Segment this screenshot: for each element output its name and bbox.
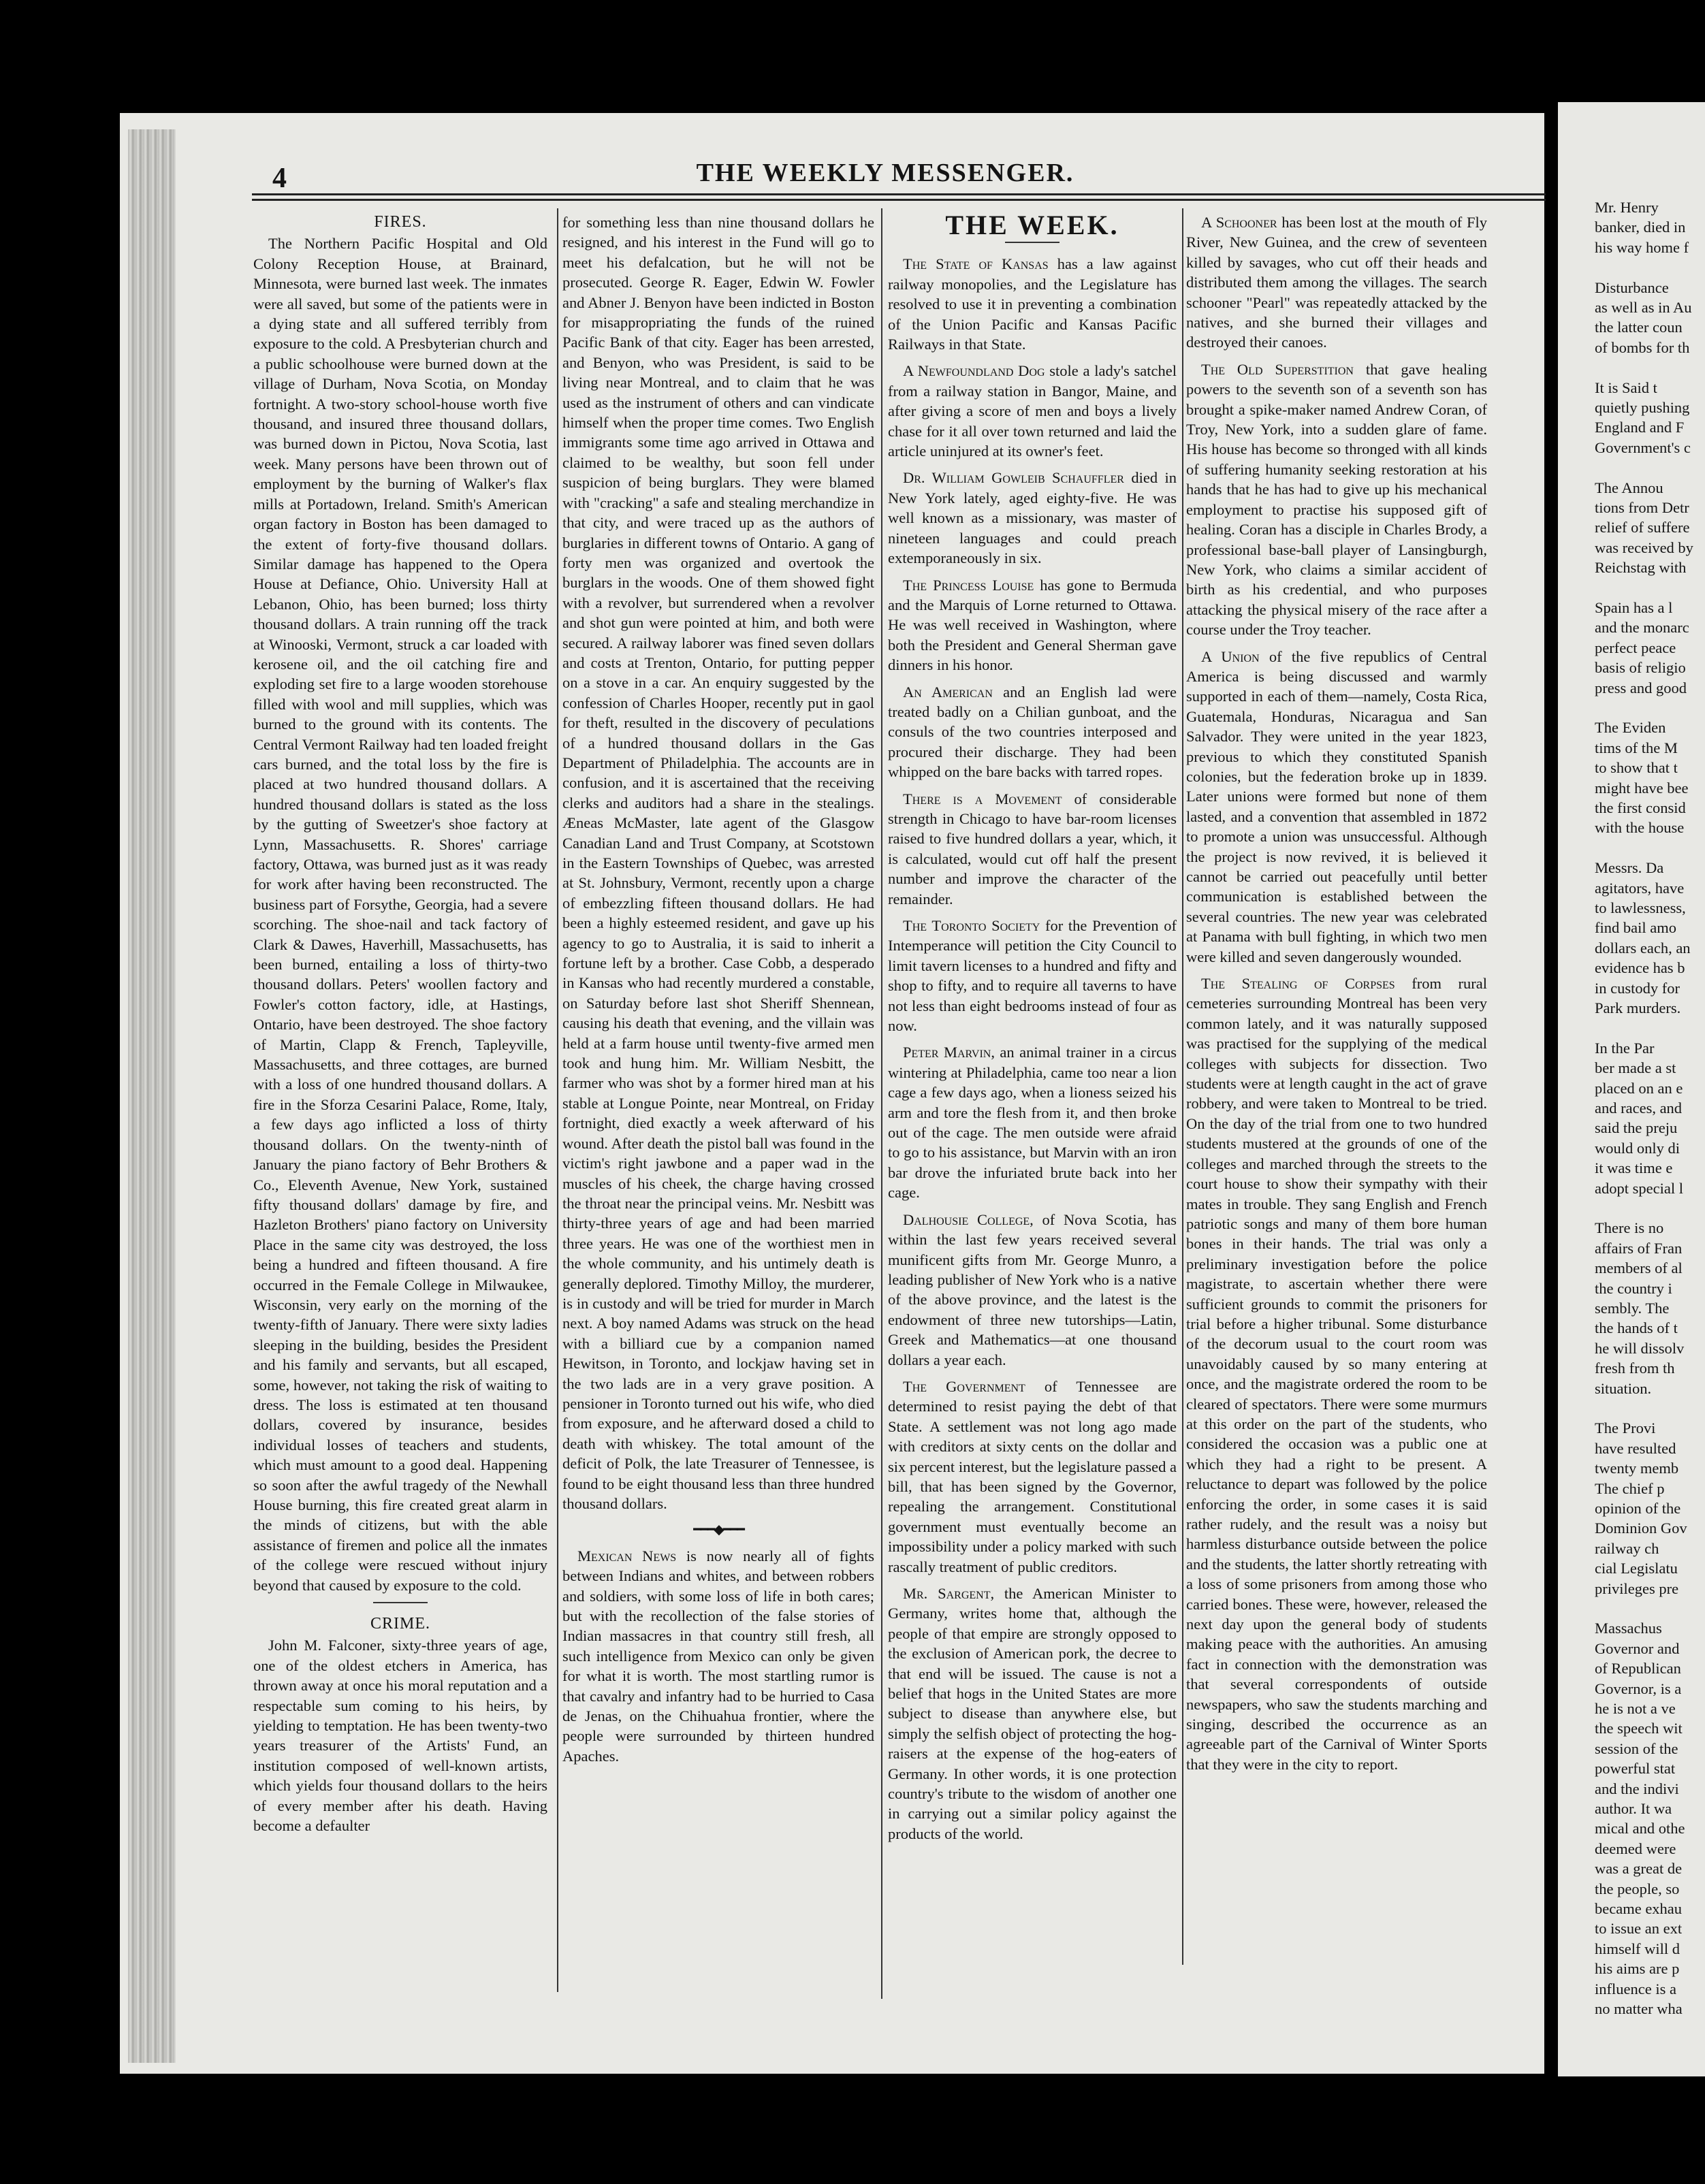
news-item-lead: Dr. William Gowleib Schauffler bbox=[903, 469, 1124, 487]
adjacent-page-line: the people, so bbox=[1595, 1880, 1680, 1897]
news-item bbox=[1186, 359, 1487, 640]
adjacent-page-line: was received by bbox=[1595, 539, 1693, 556]
adjacent-page-line: situation. bbox=[1595, 1379, 1652, 1397]
adjacent-page-line: Spain has a l bbox=[1595, 599, 1673, 616]
adjacent-page-line: the country i bbox=[1595, 1279, 1672, 1297]
news-item-text: has been lost at the mouth of Fly River, New Guinea, and the crew of seventeen killed by savages, who cut off their heads and distributed them among the villages. The search schooner "Pearl" was repeatedly attacked by the natives, and she burned their villages and destroyed their canoes. bbox=[1186, 214, 1487, 351]
adjacent-page-line: session of the bbox=[1595, 1739, 1678, 1757]
adjacent-page-line: and the indivi bbox=[1595, 1780, 1679, 1797]
news-item-lead: A Schooner bbox=[1201, 214, 1277, 231]
mexican-news-text: is now nearly all of fights between Indians and whites, and between robbers and soldiers, with some loss of life in both cares; but with the recollection of the false stories of Indian massacres in that country still fresh, all such intelligence from Mexico can only be given for what it is worth. The most startling rumor is that cavalry and infantry had to be hurried to Casa de Jenas, on the Chihuahua frontier, where the people were surrounded by thirteen hundred Apaches. bbox=[562, 1547, 874, 1765]
adjacent-page-line: placed on an e bbox=[1595, 1079, 1683, 1097]
news-item bbox=[1186, 647, 1487, 967]
adjacent-page-line: affairs of Fran bbox=[1595, 1239, 1683, 1257]
adjacent-page-line: sembly. The bbox=[1595, 1300, 1670, 1317]
news-item-text: died in New York lately, aged eighty-five. He was well known as a missionary, was master of nineteen languages and could preach extemporaneously in six. bbox=[888, 469, 1177, 567]
news-item-lead: Mr. Sargent bbox=[903, 1585, 991, 1602]
adjacent-page-line: might have bee bbox=[1595, 779, 1689, 797]
adjacent-page-line: There is no bbox=[1595, 1219, 1664, 1237]
news-item-lead: The Princess Louise bbox=[903, 576, 1034, 594]
adjacent-page-line: Reichstag with bbox=[1595, 559, 1687, 577]
news-item-text: of the five republics of Central America is being discussed and warmly supported in each of them—namely, Costa Rica, Guatemala, Honduras, Nicaragua and San Salvador. They were united in the year 1823, previous to which they constituted Spanish colonies, but the federation broke up in 1839. Later unions were formed but none of them lasted, and a convention that assembled in 1872 to promote a union was unsuccessful. Although the project is now revived, it is believed it cannot be carried out peacefully until better communication is established between the several countries. The new year was celebrated at Panama with bull fighting, in which two men were killed and seven dangerously wounded. bbox=[1186, 647, 1488, 965]
adjacent-page-line: Massachus bbox=[1595, 1620, 1662, 1637]
news-item-lead: The Old Superstition bbox=[1201, 360, 1354, 378]
header-rule-top bbox=[252, 193, 1546, 195]
news-item-text: , of Nova Scotia, has within the last few years received several munificent gifts from Mr. George Munro, a leading publisher of New York who is a native of the above province, and the latest is the endowment of three new tutorships—Latin, Greek and Mathematics—at one thousand dollars a year each. bbox=[888, 1210, 1177, 1368]
adjacent-page-line: the speech wit bbox=[1595, 1720, 1683, 1737]
adjacent-page-line: privileges pre bbox=[1595, 1579, 1679, 1597]
adjacent-page-line: press and good bbox=[1595, 679, 1687, 696]
adjacent-page-line: The Annou bbox=[1595, 479, 1663, 496]
adjacent-page-line: opinion of the bbox=[1595, 1500, 1681, 1517]
news-item-text: of considerable strength in Chicago to have bar-room licenses raised to five hundred dollars a year, which, it is calculated, would cut off half the present number and improve the character of the remainder. bbox=[888, 790, 1177, 908]
the-week-heading: THE WEEK. bbox=[945, 210, 1119, 240]
news-item-lead: A Union bbox=[1201, 647, 1260, 665]
news-item-text: from rural cemeteries surrounding Montreal has been very common lately, and it was naturally supposed was practised for the supplying of the medical colleges with subjects for dissection. Two students were at length caught in the act of grave robbery, and were taken to Montreal to be tried. On the day of the trial from one to two hundred students mustered at the grounds of one of the colleges and marched through the streets to the court house to show their sympathy with their mates in trouble. They sang English and French patriotic songs and many of them bore human bones in their hands. The trial was only a preliminary investigation before the police magistrate, to ascertain whether there were sufficient grounds to commit the prisoners for trial before a higher tribunal. Some disturbance of the decorum usual to the court room was unavoidably caused by so many entering at once, and the magistrate ordered the room to be cleared of spectators. There were some murmurs at this order on the part of the students, who considered the occasion was a public one at which they had a right to be present. A reluctance to depart was followed by the police enforcing the order, in some cases it is said rather rudely, and the result was a noisy but harmless disturbance outside between the police and the students, the latter shortly retreating with a loss of some prisoners from among those who carried bones. These were, however, released the next day upon the general body of students making peace with the authorities. An amusing fact in connection with the demonstration was that several correspondents of outside newspapers, who saw the students marching and singing, described the occurrence as an agreeable part of the Carnival of Winter Sports that they were in the city to report. bbox=[1186, 975, 1487, 1773]
news-item-lead: The Toronto Society bbox=[903, 917, 1040, 934]
news-item-lead: Peter Marvin bbox=[903, 1044, 991, 1061]
book-page-edges bbox=[128, 129, 176, 2063]
adjacent-page-line: influence is a bbox=[1595, 1980, 1676, 1997]
news-item bbox=[888, 361, 1177, 461]
mexican-news-lead: Mexican News bbox=[577, 1547, 677, 1564]
news-item bbox=[888, 468, 1177, 568]
news-item-text: of Tennessee are determined to resist paying the debt of that State. A settlement was not long ago made with creditors at sixty cents on the dollar and six percent interest, but the legislature passed a bill, that has been signed by the Governor, repealing the arrangement. Constitutional government must eventually become an impossibility under a policy marked with such rascally treatment of public creditors. bbox=[888, 1377, 1177, 1575]
adjacent-page-line: his way home f bbox=[1595, 238, 1689, 256]
news-item-lead: An American bbox=[903, 683, 993, 701]
adjacent-page-line: he will dissolv bbox=[1595, 1339, 1685, 1357]
page-number: 4 bbox=[272, 163, 287, 194]
masthead-title: THE WEEKLY MESSENGER. bbox=[696, 159, 1074, 187]
adjacent-page-line: to lawlessness, bbox=[1595, 899, 1686, 916]
ornament-divider: ━━━◆━━━ bbox=[693, 1522, 744, 1538]
adjacent-page-line: Governor and bbox=[1595, 1639, 1680, 1657]
news-item-text: for the Prevention of Intemperance will petition the City Council to limit tavern licenses to a hundred and fifty and shop to fifty, and to require all taverns to have not less than eight bedrooms instead of four as now. bbox=[888, 917, 1177, 1035]
adjacent-page-line: find bail amo bbox=[1595, 919, 1676, 937]
column-divider bbox=[1182, 208, 1183, 1965]
column-1 bbox=[253, 212, 547, 1843]
adjacent-page-line: banker, died in bbox=[1595, 219, 1686, 236]
news-item-text: , the American Minister to Germany, writes home that, although the people of that empire are strongly opposed to the exclusion of American pork, the decree to that end will be issued. The cause is not a belief that hogs in the United States are more subject to disease than anywhere else, but simply the selfish object of protecting the hog-raisers at the expense of the hog-eaters of Germany. In other words, it is one protection country's tribute to the wisdom of another one in carrying out a similar policy against the products of the world. bbox=[888, 1585, 1177, 1842]
news-item bbox=[888, 916, 1177, 1035]
adjacent-page-line: fresh from th bbox=[1595, 1360, 1675, 1377]
adjacent-page-line: dollars each, an bbox=[1595, 939, 1691, 957]
adjacent-page-line: of Republican bbox=[1595, 1660, 1681, 1677]
news-item bbox=[888, 254, 1177, 354]
adjacent-page-line: no matter wha bbox=[1595, 2000, 1683, 2017]
column-divider bbox=[881, 208, 882, 1999]
adjacent-page-line: would only di bbox=[1595, 1139, 1680, 1157]
adjacent-page-line: tims of the M bbox=[1595, 739, 1678, 756]
crime-continued: for something less than nine thousand dollars he resigned, and his interest in the Fund will go to meet his defalcation, but he will not be prosecuted. George R. Eager, Edwin W. Fowler and Abner J. Benyon have been indicted in Boston for misappropriating the funds of the ruined Pacific Bank of that city. Eager has been arrested, and Benyon, who was President, is said to be living near Montreal, and to claim that he was used as the instrument of others and can vindicate himself when the proper time comes. Two English immigrants some time ago arrived in Ottawa and claimed to be wealthy, but soon fell under suspicion of being burglars. They were blamed with "cracking" a safe and stealing merchandize in that city, and were traced up as the authors of burglaries in different towns of Ontario. A gang of forty men was organized and overtook the burglars in the woods. One of them showed fight with a revolver, but surrendered when a revolver and shot gun were pointed at him, and both were secured. A railway laborer was fined seven dollars and costs at Trenton, Ontario, for putting pepper on a stove in a car. An enquiry suggested by the confession of Charles Hooper, recently put in gaol for theft, resulted in the discovery of peculations of a hundred thousand dollars in the Gas Department of Philadelphia. The accounts are in confusion, and it is ascertained that the receiving clerks and auditors had a share in the stealings. Æneas McMaster, late agent of the Glasgow Canadian Land and Trust Company, at Scotstown in the Eastern Townships of Quebec, was arrested at St. Johnsbury, Vermont, recently upon a charge of embezzling fifteen thousand dollars. He had been a highly esteemed resident, and gave up his agency to go to Australia, it is said to inherit a fortune left by a brother. Case Cobb, a desperado in Kansas who had recently murdered a constable, on Saturday before last shot Sheriff Shennean, causing his death that evening, and the villain was held at a farm house until twenty-five armed men took and hung him. Mr. William Nesbitt, the farmer who was shot by a former hired man at his stable at Longue Pointe, near Montreal, on Friday fortnight, died exactly a week afterward of his wound. After death the pistol ball was found in the victim's right jawbone and a paper wad in the muscles of his cheek, the charge having crossed the throat near the principal veins. Mr. Nesbitt was thirty-three years of age and had been married three years. He was one of the worthiest men in the whole community, and his untimely death is generally deplored. Timothy Milloy, the murderer, is in custody and will be tried for murder in March next. A boy named Adams was struck on the head with a billiard cue by a companion named Hewitson, in Toronto, and lockjaw having set in the two lads are in a very grave position. A pensioner in Toronto turned out his wife, who died from exposure, and he afterward dosed a child to death with whiskey. The total amount of the deficit of Polk, the late Treasurer of Tennessee, is found to be eight thousand less than three hundred thousand dollars. bbox=[562, 214, 874, 1512]
adjacent-page-line: ber made a st bbox=[1595, 1059, 1676, 1077]
adjacent-page-line: his aims are p bbox=[1595, 1960, 1680, 1978]
news-item bbox=[1186, 974, 1487, 1774]
adjacent-page-line: became exhau bbox=[1595, 1900, 1683, 1917]
news-item bbox=[888, 1210, 1177, 1370]
fires-heading: FIRES. bbox=[374, 213, 427, 231]
adjacent-page-line: powerful stat bbox=[1595, 1760, 1676, 1778]
fires-article: The Northern Pacific Hospital and Old Colony Reception House, at Brainard, Minnesota, were burned last week. The inmates were all saved, but some of the patients were in a dying state and all suffered terribly from exposure to the cold. A Presbyterian church and a public schoolhouse were burned down at the village of Durham, Nova Scotia, on Monday fortnight. A two-story school-house worth five thousand, and insured three thousand dollars, was burned down in Pictou, Nova Scotia, last week. Many persons have been thrown out of employment by the burning of Walker's flax mills at Portadown, Ireland. Smith's American organ factory in Boston has been damaged to the extent of forty-five thousand dollars. Similar damage has happened to the Opera House at Defiance, Ohio. University Hall at Lebanon, Ohio, has been burned; loss thirty thousand dollars. A train running off the track at Winooski, Vermont, struck a car loaded with kerosene oil, and the oil catching fire and exploding set fire to a large wooden storehouse filled with wool and mill supplies, which was burned to the ground with its contents. The Central Vermont Railway had ten loaded freight cars burned, and the total loss by the fire is placed at two hundred thousand dollars. A hundred thousand dollars is stated as the loss by the gutting of Sweetzer's shoe factory at Lynn, Massachusetts. R. Shores' carriage factory, Ottawa, was burned just as it was ready for work after having been reconstructed. The business part of Forsythe, Georgia, had a severe scorching. The shoe-nail and tack factory of Clark & Dawes, Haverhill, Massachusetts, has been burned, entailing a loss of thirty-two thousand dollars. Peters' woollen factory and Fowler's cotton factory, idle, at Hastings, Ontario, have been destroyed. The shoe factory of Martin, Clapp & French, Tapleyville, Massachusetts, and three cottages, are burned with a loss of one hundred thousand dollars. A fire in the Sforza Cesarini Palace, Rome, Italy, a few days ago inflicted a loss of thirty thousand dollars. On the twenty-ninth of January the piano factory of Behr Brothers & Co., Eleventh Avenue, New York, sustained fifty thousand dollars' damage by fire, and Hazleton Brothers' piano factory on University Place in the same city was destroyed, the loss being a hundred and fifteen thousand. A fire occurred in the Female College in Milwaukee, Wisconsin, very early on the morning of the twenty-fifth of January. There were sixty ladies sleeping in the building, besides the President and his family and servants, but all escaped, some, however, not taking the risk of waiting to dress. The loss is estimated at ten thousand dollars, covered by insurance, besides individual losses of teachers and students, which must amount to a good deal. Happening so soon after the awful tragedy of the Newhall House burning, this fire created great alarm in the minds of citizens, but with the able assistance of firemen and police all the inmates of the college were rescued without injury beyond that caused by exposure to the cold. bbox=[253, 235, 547, 1594]
adjacent-page-line: evidence has b bbox=[1595, 959, 1685, 977]
adjacent-page-line: Park murders. bbox=[1595, 999, 1681, 1016]
news-item bbox=[888, 1584, 1177, 1844]
heading-rule bbox=[1005, 242, 1059, 243]
adjacent-page-line: Governor, is a bbox=[1595, 1680, 1682, 1697]
adjacent-page-line: Disturbance bbox=[1595, 278, 1669, 296]
column-divider bbox=[557, 208, 558, 1992]
column-3 bbox=[888, 212, 1177, 1850]
adjacent-page-line: he is not a ve bbox=[1595, 1700, 1676, 1717]
news-item-text: stole a lady's satchel from a railway station in Bangor, Maine, and after giving a score of men and boys a lively chase for it all over town returned and laid the article uninjured at its owner's feet. bbox=[888, 362, 1177, 460]
adjacent-page-line: twenty memb bbox=[1595, 1460, 1679, 1477]
adjacent-page-line: in custody for bbox=[1595, 979, 1680, 997]
adjacent-page-line: and the monarc bbox=[1595, 619, 1689, 637]
adjacent-page-line: the latter coun bbox=[1595, 319, 1683, 336]
adjacent-page-line: to issue an ext bbox=[1595, 1920, 1683, 1938]
news-item-lead: The Stealing of Corpses bbox=[1201, 975, 1395, 993]
adjacent-page-line: relief of suffere bbox=[1595, 519, 1690, 536]
adjacent-page-line: railway ch bbox=[1595, 1539, 1659, 1557]
adjacent-page-line: The Provi bbox=[1595, 1419, 1656, 1437]
adjacent-page-line: Messrs. Da bbox=[1595, 859, 1664, 877]
adjacent-page-line: and races, and bbox=[1595, 1099, 1683, 1117]
adjacent-page-line: tions from Detr bbox=[1595, 499, 1689, 516]
news-item bbox=[888, 575, 1177, 675]
adjacent-page-line: members of al bbox=[1595, 1259, 1683, 1277]
news-item bbox=[888, 1377, 1177, 1577]
adjacent-page-line: was a great de bbox=[1595, 1860, 1683, 1878]
adjacent-page-line: it was time e bbox=[1595, 1159, 1673, 1177]
news-item bbox=[888, 682, 1177, 782]
adjacent-page-line: as well as in Au bbox=[1595, 299, 1692, 316]
adjacent-page-line: author. It wa bbox=[1595, 1800, 1672, 1817]
adjacent-page-line: agitators, have bbox=[1595, 879, 1685, 897]
news-item-lead: The Government bbox=[903, 1377, 1025, 1395]
adjacent-page-line: In the Par bbox=[1595, 1039, 1655, 1057]
adjacent-page-line: Mr. Henry bbox=[1595, 199, 1659, 216]
adjacent-page-line: It is Said t bbox=[1595, 379, 1657, 396]
crime-heading: CRIME. bbox=[370, 1615, 430, 1633]
adjacent-page-line: the first consid bbox=[1595, 799, 1686, 816]
adjacent-page-line: himself will d bbox=[1595, 1940, 1680, 1957]
mexican-news-item bbox=[562, 1546, 874, 1766]
adjacent-page-line: adopt special l bbox=[1595, 1179, 1683, 1197]
adjacent-page-line: said the preju bbox=[1595, 1119, 1678, 1137]
adjacent-page-line: cial Legislatu bbox=[1595, 1560, 1678, 1577]
adjacent-page-line: have resulted bbox=[1595, 1439, 1676, 1457]
adjacent-page-line: of bombs for th bbox=[1595, 338, 1690, 356]
adjacent-page-line: perfect peace bbox=[1595, 639, 1676, 656]
news-item bbox=[888, 789, 1177, 909]
adjacent-page-line: The Eviden bbox=[1595, 719, 1666, 737]
news-item-lead: A Newfoundland Dog bbox=[903, 362, 1045, 380]
column-2 bbox=[562, 212, 874, 1773]
news-item-text: has a law against railway monopolies, and the Legislature has resolved to use it in preventing a combination of the Union Pacific and Kansas Pacific Railways in that State. bbox=[888, 255, 1177, 353]
news-item-text: has gone to Bermuda and the Marquis of Lorne returned to Ottawa. He was well received in Washington, where both the President and General Sherman gave dinners in his honor. bbox=[888, 576, 1177, 674]
adjacent-page-line: the hands of t bbox=[1595, 1319, 1678, 1337]
news-item-text: that gave healing powers to the seventh son of a seventh son has brought a spike-maker named Andrew Coran, of Troy, New York, into a sudden glare of fame. His house has become so thronged with all kinds of suffering humanity seeking restoration at his hands that he has had to give up his mechanical employment to practise his supposed gift of healing. Coran has a disciple in Charles Brody, a professional base-ball player of Lansingburgh, New York, who claims a similar accident of birth as his credential, and who purposes attacking the physical misery of the race after a course under the Troy teacher. bbox=[1186, 360, 1487, 639]
news-item bbox=[1186, 212, 1487, 353]
adjacent-page-line: Dominion Gov bbox=[1595, 1520, 1687, 1537]
adjacent-page-line: The chief p bbox=[1595, 1479, 1665, 1497]
header-rule-bottom bbox=[252, 199, 1546, 201]
column-4 bbox=[1186, 212, 1487, 1781]
news-item-lead: There is a Movement bbox=[903, 790, 1062, 807]
crime-article: John M. Falconer, sixty-three years of age, one of the oldest etchers in America, has thrown away at once his moral reputation and a respectable sum coming to his heirs, by yielding to temptation. He has been twenty-two years treasurer of the Artists' Fund, an institution composed of well-known artists, which yields four thousand dollars to the heirs of every member after his death. Having become a defaulter bbox=[253, 1637, 547, 1835]
news-item-lead: The State of Kansas bbox=[903, 255, 1049, 273]
week-items bbox=[888, 254, 1177, 1844]
adjacent-page-line: basis of religio bbox=[1595, 659, 1686, 677]
adjacent-page-line: quietly pushing bbox=[1595, 399, 1690, 416]
news-item-text: and an English lad were treated badly on a Chilian gunboat, and the consuls of the two countries interposed and procured their discharge. They had been whipped on the bare backs with tarred ropes. bbox=[888, 683, 1177, 781]
adjacent-page-line: Government's c bbox=[1595, 438, 1691, 456]
news-items bbox=[1186, 212, 1487, 1774]
adjacent-page-line: mical and othe bbox=[1595, 1820, 1685, 1837]
news-item bbox=[888, 1042, 1177, 1202]
adjacent-page-line: England and F bbox=[1595, 419, 1685, 436]
adjacent-page-line: deemed were bbox=[1595, 1840, 1676, 1857]
adjacent-page-line: to show that t bbox=[1595, 759, 1678, 777]
news-item-lead: Dalhousie College bbox=[903, 1210, 1030, 1228]
section-rule bbox=[373, 1602, 428, 1603]
adjacent-page-line: with the house bbox=[1595, 819, 1685, 837]
news-item-text: , an animal trainer in a circus wintering at Philadelphia, came too near a lion cage a few days ago, when a lioness seized his arm and tore the flesh from it, and then broke out of the cage. The men outside were afraid to go to his assistance, but Marvin with an iron bar drove the infuriated brute back into her cage. bbox=[888, 1044, 1177, 1202]
